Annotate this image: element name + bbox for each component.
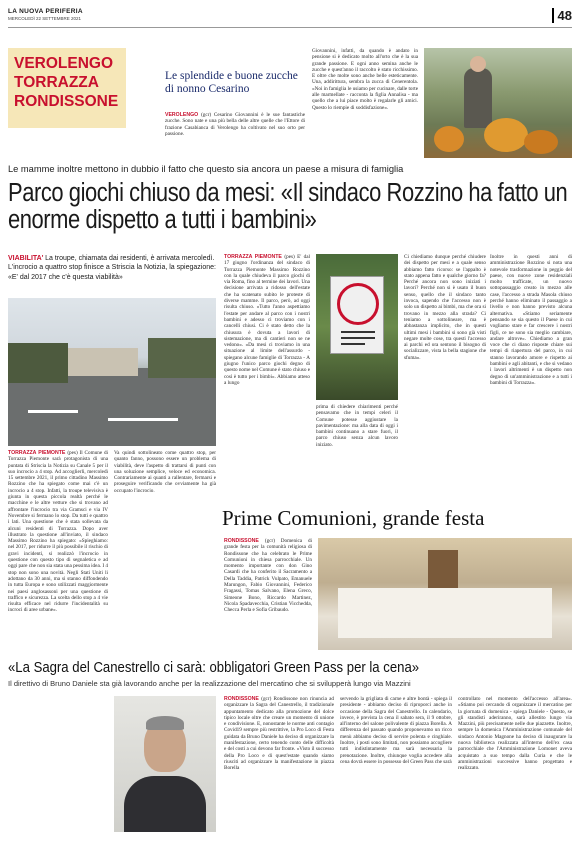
portrait-photo <box>114 696 216 832</box>
comunioni-lead: RONDISSONE <box>224 538 265 544</box>
comunioni-photo <box>318 538 572 650</box>
page-number: 48 <box>552 8 572 23</box>
town-names <box>8 48 126 128</box>
kicker: Le mamme inoltre mettono in dubbio il fatto che questo sia ancora un paese a misura di famiglia <box>8 164 404 174</box>
sidebar-text: La troupe, chiamata dai residenti, è arrivata mercoledì. L'incrocio a quattro stop finisce a Striscia la Notizia, la spiegazione: «E' dal 2017 che c'è questa viabilità» <box>8 255 216 281</box>
sidebar-label: VIABILITA' <box>8 255 44 262</box>
masthead <box>8 8 572 28</box>
parco-col3-text: Ci chiediamo dunque perché chiudere dei dispetto per mesi e a quale senso abbiamo fatto ricorso: se l'appalto è stato appena fatto e qualche giorno fa? Perché ancora non sono iniziati i lavori? Perché non si è usato il buon senso, quello che il sindaco tanto invoca, sapendo che l'accesso non è solo un dispetto ai bimbi, ma che ora si trovano in mezzo alla strada? Ci teniamo a sottolineare, ma è abbastanza implicito, che in questi ultimi mesi i bambini si sono già visti negare molte cose, tra questi l'accesso ai parchi ed ora sentono il bisogno di socializzare, vista la bella stagione che sfuma». <box>404 254 486 361</box>
zucche-col2-p1: Giovannini, infatti, da quando è andato in pensione si è dedicato molto all'orto che è la sua grande passione. E ogni anno semina anche le zucche e quest'anno il raccolto è stato ricchissimo. E oltre che molte sono anche belle esteticamente. <box>312 48 418 80</box>
zucche-col2 <box>312 48 418 154</box>
parco-col1-text: (pes) E' dal 17 giugno l'ordinanza del sindaco di Torrazza Piemonte Massimo Rozzino con la quale chiudeva il parco giochi di via Roma, fino al termine dei lavori. Una decisione arrivata a ridosso dell'estate che ha scatenato subito le proteste di diverse mamme. Il parco, però, ad oggi risulta chiuso. «Tutto l'anno aspettiamo l'estate per andare al parco con i nostri bambini e adesso ci troviamo con i cancelli chiusi. Ci è stato detto che la chiusura è dovuta a lavori di sistemazione, ma di cantieri non se ne vedono». «Da mesi ci troviamo in una situazione al limite dell'assurdo - spiegano alcune famiglie di Torrazza - A giugno l'unico parco giochi degno di questo nome nel Comune è stato chiuso e così è tutto per i bimbi». Abbiamo atteso a lungo <box>224 254 310 386</box>
zucche-lead: VEROLENGO <box>165 112 202 118</box>
sidebar-lead: TORRAZZA PIEMONTE <box>8 450 68 456</box>
parco-col1 <box>224 254 310 498</box>
masthead-date: MERCOLEDÌ 22 SETTEMBRE 2021 <box>8 16 82 21</box>
parco-col4 <box>490 254 572 498</box>
parco-sign-photo <box>316 254 398 400</box>
green-col3 <box>458 696 572 830</box>
sidebar-body4: Va quindi sottolineato come quattro stop, per quanto fanno, possono essere un problema di viabilità, deve l'aspetto di trattarsi di punti con una soluzione semplice, veloce ed economica. Contrariamente ai quanti a rallentare, fermarsi e proseguire verificando che ovviamente ha già occupato l'incrocio. <box>114 450 216 494</box>
zucche-headline: Le splendide e buone zucche di nonno Cesarino <box>165 70 298 95</box>
town-verolengo: VEROLENGO <box>14 55 114 72</box>
green-headline: «La Sagra del Canestrello ci sarà: obbligatori Green Pass per la cena» <box>8 660 420 676</box>
town-rondissone: RONDISSONE <box>14 93 119 110</box>
parco-col2-text: prima di chiedere chiarimenti perché pensavamo che in tempi celeri il Comune potesse aggiustare la pavimentazione: ma alla data di oggi i bambini continuano a stare fuori, il parco chiuso senza alcun lavoro iniziato. <box>316 404 398 448</box>
green-col2 <box>340 696 452 830</box>
zucche-col2-p2: Una, addirittura, sembra la zucca di Cenerentola. <box>312 79 418 86</box>
comunioni-headline: Prime Comunioni, grande festa <box>222 506 485 530</box>
green-col3-text: controllato nel momento dell'accesso all'area». «Stiamo poi cercando di organizzare il mercatino per la giornata di domenica - spiega Daniele - Questo, se gli standisti aderiranno, sarà allestito lungo via Mazzini, più precisamente nelle due piazzette. Inoltre, sempre la domenica l'Amministrazione comunale del sindaco Antonio Magnone ha deciso di inaugurare la nuova biblioteca realizzata all'interno dell'ex casa parrocchiale che l'Amministrazione Lomonet aveva acquistato a suo tempo dalla Curia e che le amministrazioni successive hanno progettato e realizzato. <box>458 696 572 772</box>
green-col1-text: (gcr) Rondissone non rinuncia ad organizzare la Sagra del Canestrello, il tradizionale appuntamento dedicato alla promozione del dolce tipico locale oltre che creare un momento di unione e condivisione. E, nonostante le norme anti contagio Covid19 sempre più restrittive, la Pro Loco di Festa guidata da Bruno Daniele ha deciso di organizzare la manifestazione, certo tenendo conto delle difficoltà e del costi a cui devono far fronte. «Visto il successo della Pro Loco e di quest'estate quando siamo riusciti ad organizzare la manifestazione in piazza Borella <box>224 696 334 772</box>
crossroads-photo <box>8 298 216 446</box>
town-torrazza: TORRAZZA <box>14 74 99 91</box>
sidebar-col1 <box>8 450 108 830</box>
green-sub: Il direttivo di Bruno Daniele sta già lavorando anche per la realizzazione del mercatino che si svilupperà lungo via Mazzini <box>8 679 411 688</box>
sidebar-intro <box>8 254 216 294</box>
parco-col2 <box>316 404 398 498</box>
zucche-col2-p3: «Noi in famiglia le usiamo per cucinare, dalle torte alle marmellate - racconta la figlia Annalisa - ma quello che a lui piace molto è regalarle gli amici. Questo lo riempie di soddisfazione». <box>312 85 418 111</box>
green-col1 <box>224 696 334 830</box>
green-col2-text: servendo la grigliata di carne e altre bontà - spiega il presidente - abbiamo deciso di riproporci anche in occasione della Sagra del Canestrello. In calendario, invece, è prevista la cena il sabato sera, il 9 ottobre, all'interno del salone polivalente di piazza Borella. A differenza del passato quando proponevamo un ricco menù abbiamo deciso di servire polenta e cinghiale. Inoltre, i posti sono limitati, non possiamo accogliere tutti indistintamente ma sarà necessaria la prenotazione. Inoltre, chiunque voglia accedere alla cena dovrà essere in possesso del Green Pass che sarà <box>340 696 452 765</box>
zucche-photo <box>424 48 572 158</box>
main-headline: Parco giochi chiuso da mesi: «Il sindaco Rozzino ha fatto un enorme dispetto a tutti i bambini» <box>8 179 568 234</box>
zucche-lead-rest: (gcr) Cesarino Giovannini è le sue fantastiche zucche. Sono nate e una più bella delle altre quelle che l'Ettore di frazione Casabianca di Verolengo ha coltivato nel suo orto per passione. <box>165 112 305 137</box>
sidebar-body2: Infatti, la troupe televisiva è giunta in questa piccola realtà perché le macchine e le altre vetture che si trovano ad affrontare l'incrocio tra via Gramsci e via IV Novembre si fermano lo stop. Da tutti e quattro i lati. Una questione che è stata sollevata da alcuni residenti di Torrazza. <box>8 487 108 532</box>
parco-giochi-sign-icon <box>330 276 384 354</box>
parco-col4-text: Inoltre in questi anni di amministrazione Rozzino si nota una notevole trasformazione in peggio del paese, con nuove zone residenziali molto trafficate, un nuovo sottopassaggio creato in mezzo alle case, l'accesso a strada Masola chiuso perché hanno eliminato il passaggio a livello e non hanno previsto alcuna alternativa. «Stiamo seriamente pensando se sia questo il Paese in cui vogliamo stare e far crescere i nostri figli, ce ne sono sia meglio cambiare, andare altrove». Chiediamo a gran voce che ci diano risposte chiare sui tempi di riapertura del parco, in cui stanno lavorando amore e rispetto ai bambini e agli abitanti, e che si vedano i lavori altrimenti è un dispetto non degno di un'amministrazione e a tutti i bambini di Torrazza». <box>490 254 572 386</box>
comunioni-text: (gcr) Domenica di grande festa per la comunità religiosa di Rondissone che ha celebrato le Prime Comunioni in chiesa parrocchiale. Un momento importante con don Gino Casardi che ha conferito il Sacramento a Della Taddia, Patrick Vulpato, Emanuele Marungon, Fabio Giovannini, Federico Fragassi, Tomas Salvano, Elena Greco, Simeone Bono, Riccardo Martinez, Nicola Spadavecchia, Cristian Vicchedda, Checca Perla e Sofia Gribaudo. <box>224 538 312 614</box>
sidebar-body1: (pes) Il Comune di Torrazza Piemonte sarà protagonista di una puntata di Striscia la Notizia su Canale 5 per il suo incrocio a 4 stop. Ad accoglierli, mercoledì 15 settembre 2021, il primo cittadino Massimo Rozzino che ha spiegato come mai c'è un incrocio a 4 stop. <box>8 450 108 494</box>
green-lead: RONDISSONE <box>224 696 262 702</box>
parco-lead: TORRAZZA PIEMONTE <box>224 254 285 260</box>
masthead-name: LA NUOVA PERIFERIA <box>8 8 83 15</box>
zucche-body <box>165 112 305 156</box>
comunioni-body <box>224 538 312 650</box>
parco-col3 <box>404 254 486 498</box>
sidebar-col2 <box>114 450 216 565</box>
sidebar-body3: Dopo aver illustrato la questione all'inviato, il sindaco Massimo Rozzino ha spiegato: «Spieghiamo: nel 2017, per ridurre il più possibile il rischio di gravi incidenti, si realizzò l'incrocio in questione con questo tipo di segnaletica e ad oggi pare che non sia stata una pessima idea. I 4 stop non sono una novità. Negli Stati Uniti li adottano da 30 anni, ma si stanno diffondendo in tutta Europa e sono utilizzati maggiormente nei paesi anglosassoni per una questione di traffico e sicurezza. La scelta dello stop a 4 vie risulta efficace nel ridurre l'incidentalità su incroci di aree urbane». <box>8 525 108 614</box>
